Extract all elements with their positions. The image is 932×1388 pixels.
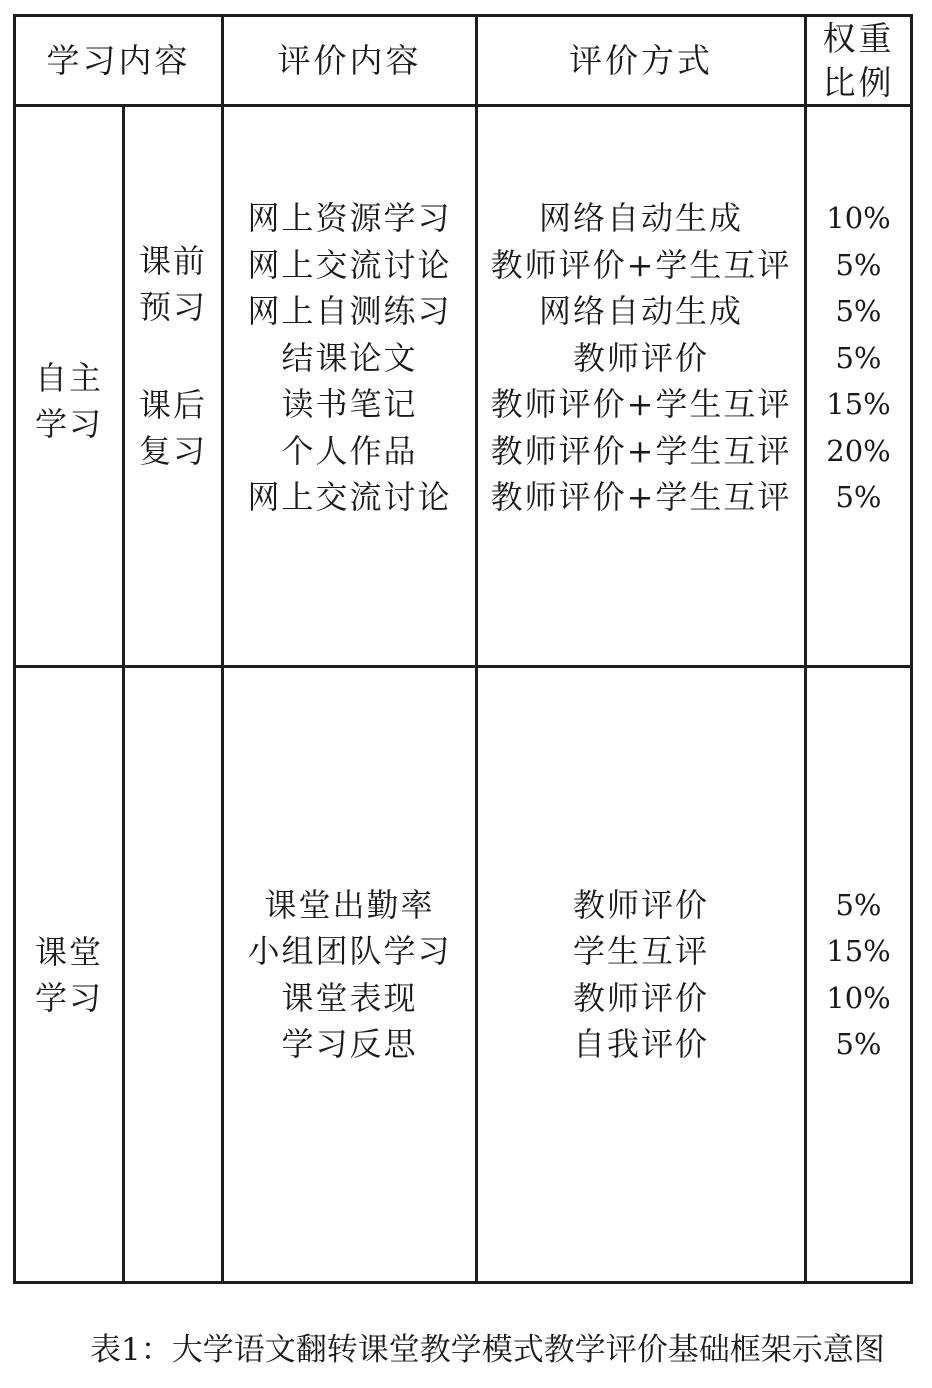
self-content-5: 读书笔记 (281, 385, 418, 424)
self-study-methods (478, 107, 804, 665)
self-weight-1: 10% (826, 201, 891, 236)
self-method-3: 网络自动生成 (538, 292, 743, 331)
header-learning-content-text: 学习内容 (46, 40, 191, 80)
class-content-4: 学习反思 (281, 1025, 418, 1063)
self-study-contents (224, 107, 475, 665)
self-method-1: 网络自动生成 (538, 199, 743, 238)
class-content-1: 课堂出勤率 (264, 885, 435, 924)
header-evaluation-method (478, 17, 804, 104)
class-study-contents (224, 668, 475, 1281)
preview-label-line2: 预习 (138, 288, 207, 326)
table-border-bottom (13, 1281, 913, 1284)
class-method-3: 教师评价 (572, 978, 709, 1017)
class-weight-3: 10% (826, 980, 891, 1015)
review-label-line1: 课后 (138, 386, 207, 424)
header-evaluation-content (224, 17, 475, 104)
class-weight-1: 5% (835, 887, 882, 922)
self-method-6: 教师评价+学生互评 (490, 431, 792, 470)
preview-label-line1: 课前 (138, 242, 207, 280)
class-study-label-line2: 学习 (34, 978, 103, 1017)
self-study-label-line1: 自主 (34, 359, 103, 397)
self-study-label (16, 107, 122, 665)
self-method-5: 教师评价+学生互评 (490, 385, 792, 424)
class-study-label (16, 668, 122, 1281)
class-study-weights (807, 668, 910, 1281)
self-method-7: 教师评价+学生互评 (490, 478, 792, 517)
header-weight-line2: 比例 (822, 62, 895, 102)
self-weight-3: 5% (835, 294, 882, 329)
self-content-2: 网上交流讨论 (247, 245, 452, 284)
self-study-label-line2: 学习 (34, 405, 103, 443)
table-caption: 表1：大学语文翻转课堂教学模式教学评价基础框架示意图 (90, 1332, 885, 1368)
preview-label (139, 238, 207, 330)
header-weight (807, 17, 910, 104)
self-content-6: 个人作品 (281, 431, 418, 470)
self-study-subcategories (125, 107, 221, 665)
class-weight-4: 5% (835, 1027, 882, 1061)
class-method-4: 自我评价 (572, 1025, 709, 1063)
table-border-right (910, 14, 913, 1284)
header-evaluation-content-text: 评价内容 (277, 40, 422, 80)
self-content-7: 网上交流讨论 (247, 478, 452, 517)
class-study-label-line1: 课堂 (34, 932, 103, 971)
review-label-line2: 复习 (138, 432, 207, 470)
review-label (139, 382, 207, 474)
self-weight-2: 5% (835, 247, 882, 282)
class-content-2: 小组团队学习 (247, 932, 452, 970)
self-content-4: 结课论文 (281, 338, 418, 377)
class-content-3: 课堂表现 (281, 978, 418, 1017)
self-content-1: 网上资源学习 (247, 199, 452, 238)
header-weight-line1: 权重 (822, 18, 895, 58)
self-weight-6: 20% (826, 433, 891, 468)
self-method-2: 教师评价+学生互评 (490, 245, 792, 284)
class-method-1: 教师评价 (572, 885, 709, 924)
self-study-weights (807, 107, 910, 665)
class-study-methods (478, 668, 804, 1281)
self-weight-7: 5% (835, 480, 882, 515)
header-evaluation-method-text: 评价方式 (569, 40, 713, 80)
class-method-2: 学生互评 (572, 932, 709, 970)
self-weight-4: 5% (835, 340, 882, 375)
self-content-3: 网上自测练习 (247, 292, 452, 331)
class-weight-2: 15% (826, 934, 891, 968)
header-learning-content (16, 17, 221, 104)
self-method-4: 教师评价 (572, 338, 709, 377)
self-weight-5: 15% (826, 387, 891, 422)
